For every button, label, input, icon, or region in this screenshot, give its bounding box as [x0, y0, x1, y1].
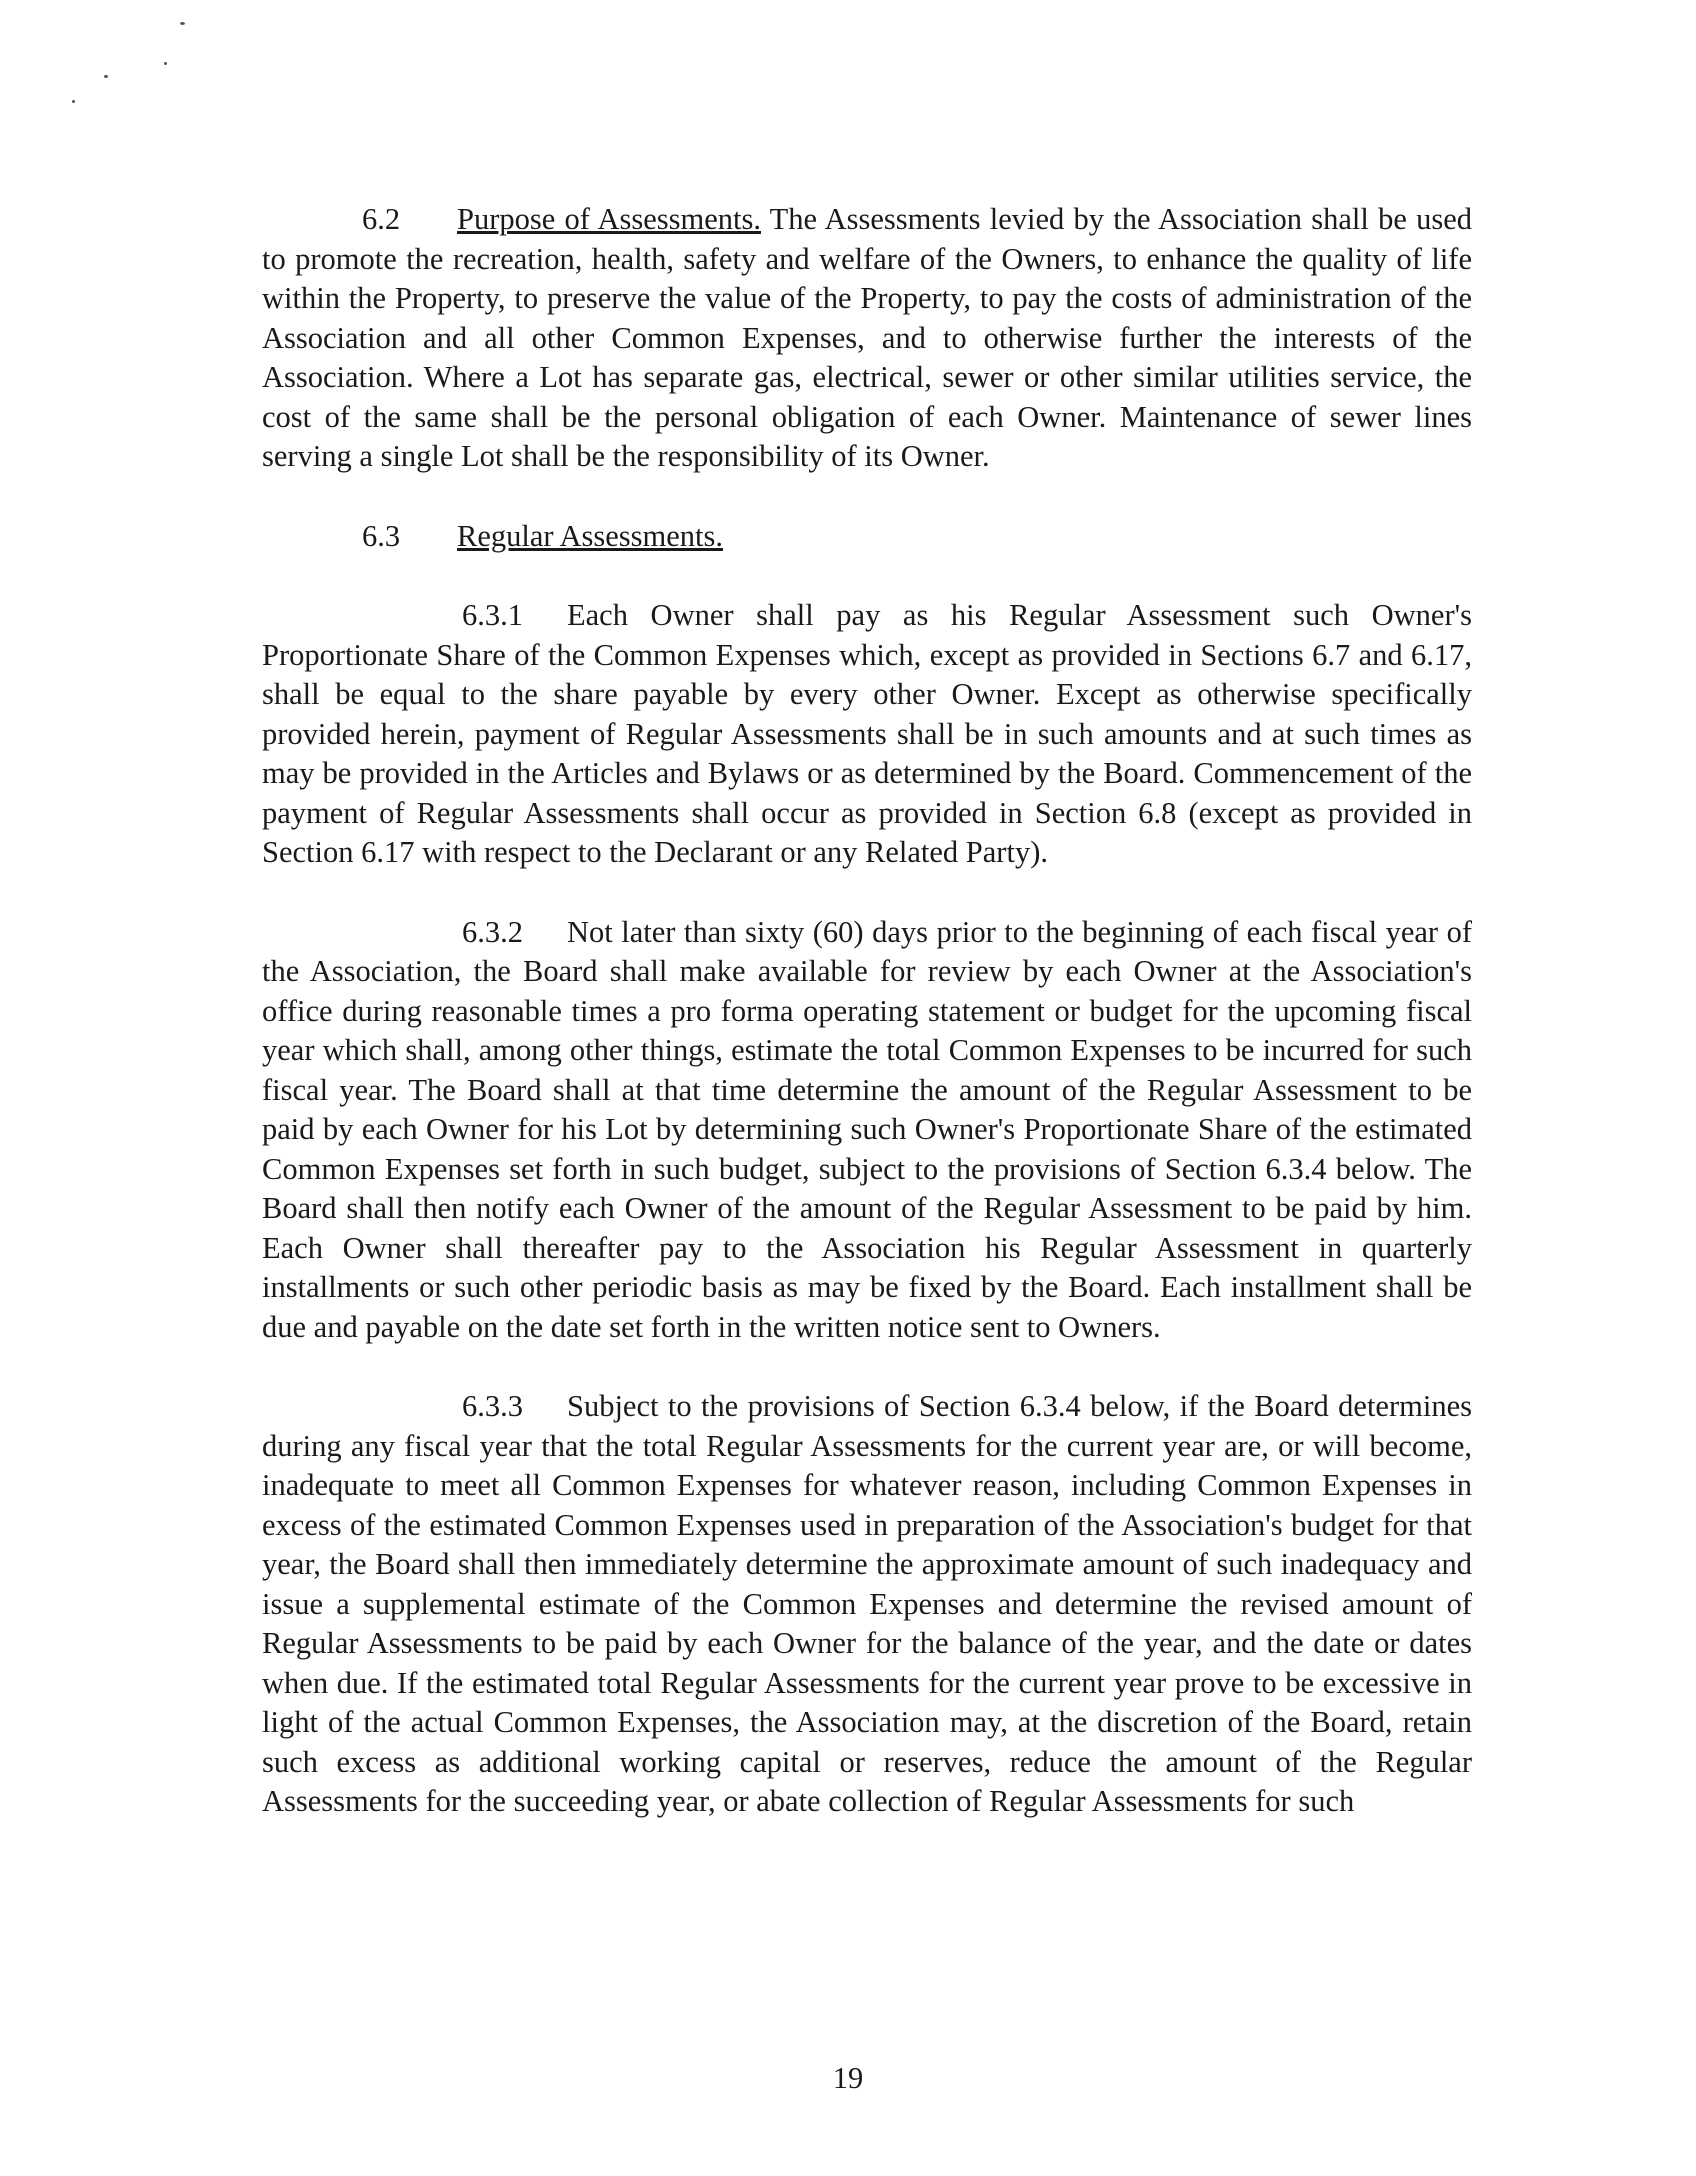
section-heading: Purpose of Assessments.: [457, 202, 761, 236]
section-number: 6.2: [362, 202, 401, 236]
section-heading: Regular Assessments.: [457, 518, 724, 553]
subsection-body: Each Owner shall pay as his Regular Assessment such Owner's Proportionate Share of the Common Expenses which, except as provided in Sections 6.7 and 6.17, shall be equal to the share payable by every other Owner. Except as otherwise specifically provided herein, payment of Regular Assessments shall be in such amounts and at such times as may be provided in the Articles and Bylaws or as determined by the Board. Commencement of the payment of Regular Assessments shall occur as provided in Section 6.8 (except as provided in Section 6.17 with respect to the Declarant or any Related Party).: [262, 598, 1472, 869]
scan-speck: [72, 100, 75, 103]
document-body: [262, 200, 1472, 1822]
subsection-number: 6.3.3: [462, 1389, 523, 1423]
scan-speck: [164, 62, 167, 65]
section-6-2: [262, 200, 1472, 477]
section-number: 6.3: [362, 518, 401, 553]
section-6-3: [262, 517, 1472, 557]
subsection-body: Not later than sixty (60) days prior to the beginning of each fiscal year of the Association, the Board shall make available for review by each Owner at the Association's office during reasonable times a pro forma operating statement or budget for the upcoming fiscal year which shall, among other things, estimate the total Common Expenses to be incurred for such fiscal year. The Board shall at that time determine the amount of the Regular Assessment to be paid by each Owner for his Lot by determining such Owner's Proportionate Share of the estimated Common Expenses set forth in such budget, subject to the provisions of Section 6.3.4 below. The Board shall then notify each Owner of the amount of the Regular Assessment to be paid by him. Each Owner shall thereafter pay to the Association his Regular Assessment in quarterly installments or such other periodic basis as may be fixed by the Board. Each installment shall be due and payable on the date set forth in the written notice sent to Owners.: [262, 914, 1472, 1344]
section-6-3-2: [262, 913, 1472, 1348]
section-6-3-1: [262, 596, 1472, 873]
subsection-body: Subject to the provisions of Section 6.3.4 below, if the Board determines during any fiscal year that the total Regular Assessments for the current year are, or will become, inadequate to meet all Common Expenses for whatever reason, including Common Expenses in excess of the estimated Common Expenses used in preparation of the Association's budget for that year, the Board shall then immediately determine the approximate amount of such inadequacy and issue a supplemental estimate of the Common Expenses and determine the revised amount of Regular Assessments to be paid by each Owner for the balance of the year, and the date or dates when due. If the estimated total Regular Assessments for the current year prove to be excessive in light of the actual Common Expenses, the Association may, at the discretion of the Board, retain such excess as additional working capital or reserves, reduce the amount of the Regular Assessments for the succeeding year, or abate collection of Regular Assessments for such: [262, 1389, 1472, 1818]
scan-speck: [180, 22, 185, 25]
scan-speck: [104, 75, 108, 78]
page-number: 19: [832, 2061, 864, 2095]
subsection-number: 6.3.1: [462, 598, 523, 632]
section-6-3-3: [262, 1387, 1472, 1822]
section-body: The Assessments levied by the Association shall be used to promote the recreation, health, safety and welfare of the Owners, to enhance the quality of life within the Property, to preserve the value of the Property, to pay the costs of administration of the Association and all other Common Expenses, and to otherwise further the interests of the Association. Where a Lot has separate gas, electrical, sewer or other similar utilities service, the cost of the same shall be the personal obligation of each Owner. Maintenance of sewer lines serving a single Lot shall be the responsibility of its Owner.: [262, 202, 1473, 473]
subsection-number: 6.3.2: [462, 914, 523, 949]
